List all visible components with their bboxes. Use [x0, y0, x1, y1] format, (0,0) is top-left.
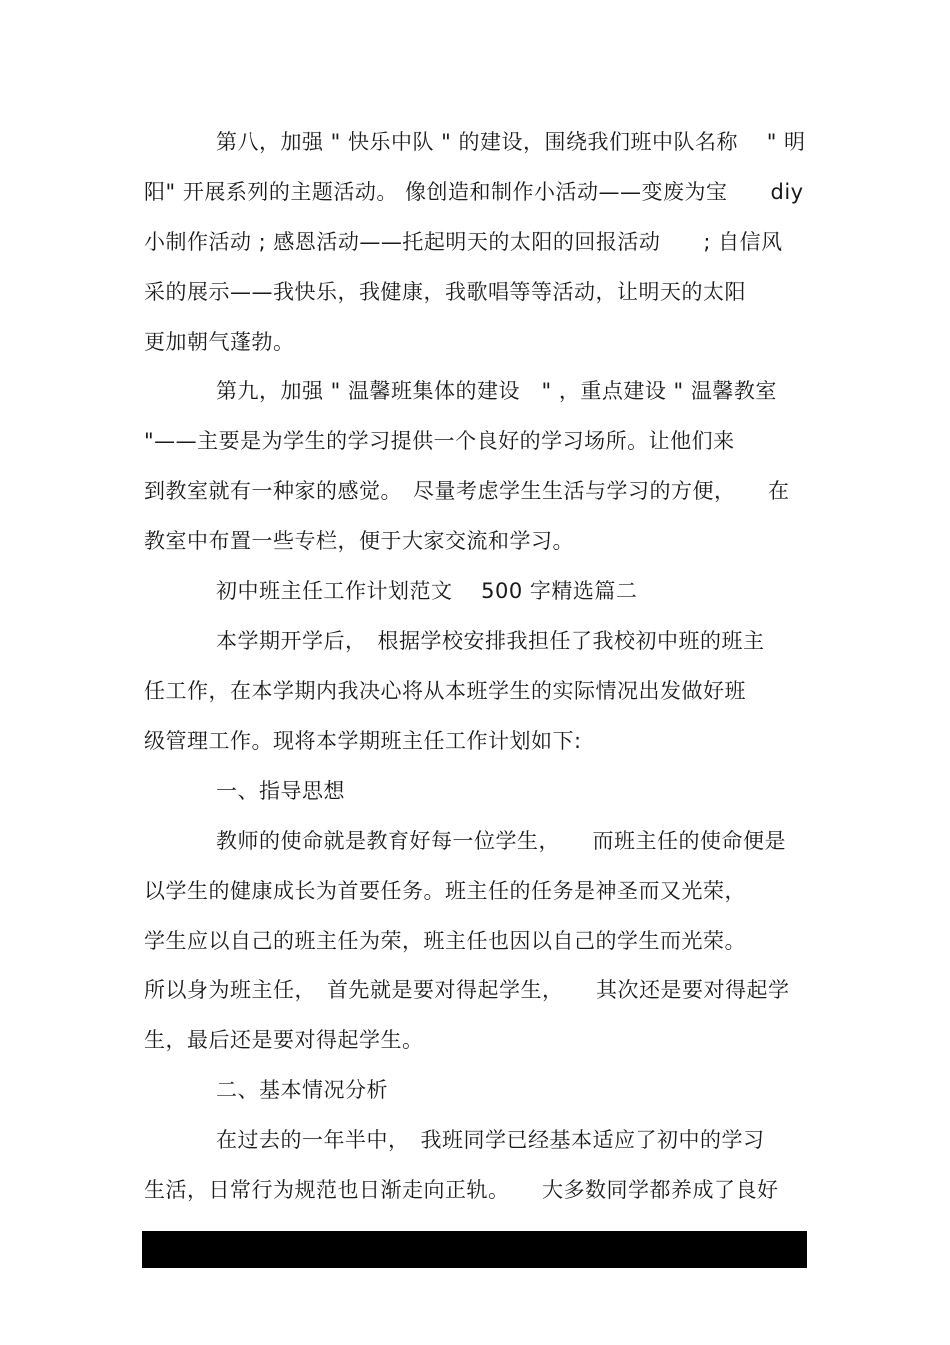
text-line: 任工作，在本学期内我决心将从本班学生的实际情况出发做好班 [144, 679, 746, 703]
text-line: 在过去的一年半中， 我班同学已经基本适应了初中的学习 [216, 1128, 765, 1152]
footer-black-bar [142, 1231, 807, 1268]
text-line: 到教室就有一种家的感觉。 尽量考虑学生生活与学习的方便， 在 [144, 479, 790, 503]
text-line: 阳" 开展系列的主题活动。 像创造和制作小活动——变废为宝 diy [144, 180, 804, 204]
text-line: 更加朝气蓬勃。 [144, 330, 295, 354]
section-heading: 一、指导思想 [216, 779, 345, 803]
text-line: 教室中布置一些专栏，便于大家交流和学习。 [144, 529, 574, 553]
text-line: 生活，日常行为规范也日渐走向正轨。 大多数同学都养成了良好 [144, 1178, 779, 1202]
text-line: 小制作活动 ; 感恩活动——托起明天的太阳的回报活动 ; 自信风 [144, 230, 783, 254]
text-line: 生，最后还是要对得起学生。 [144, 1028, 424, 1052]
text-line: 本学期开学后， 根据学校安排我担任了我校初中班的班主 [216, 629, 765, 653]
text-line: 第九，加强 " 温馨班集体的建设 " ，重点建设 " 温馨教室 [216, 379, 777, 403]
text-line: 所以身为班主任， 首先就是要对得起学生， 其次还是要对得起学 [144, 978, 790, 1002]
text-line: 学生应以自己的班主任为荣，班主任也因以自己的学生而光荣。 [144, 929, 746, 953]
section-heading: 二、基本情况分析 [216, 1078, 388, 1102]
section-title: 初中班主任工作计划范文 500 字精选篇二 [216, 579, 638, 603]
text-line: 级管理工作。现将本学期班主任工作计划如下: [144, 729, 582, 753]
text-line: 采的展示——我快乐，我健康，我歌唱等等活动，让明天的太阳 [144, 280, 746, 304]
text-line: "——主要是为学生的学习提供一个良好的学习场所。让他们来 [144, 429, 735, 453]
text-line: 第八，加强 " 快乐中队 " 的建设，围绕我们班中队名称 " 明 [216, 130, 806, 154]
text-line: 以学生的健康成长为首要任务。班主任的任务是神圣而又光荣， [144, 879, 746, 903]
text-line: 教师的使命就是教育好每一位学生， 而班主任的使命便是 [216, 829, 786, 853]
